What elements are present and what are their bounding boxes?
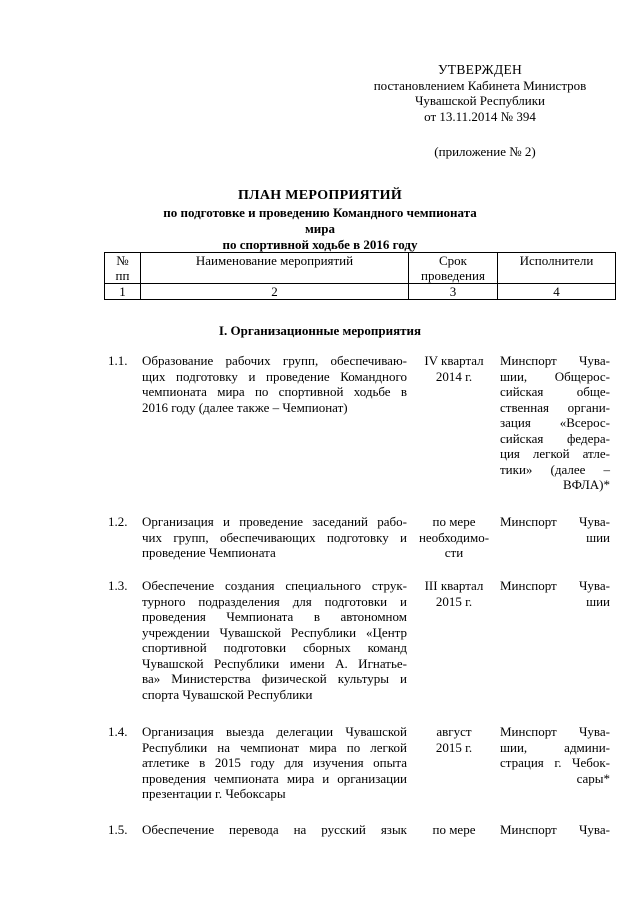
text-line: по мере: [432, 822, 476, 837]
column-number: 2: [141, 284, 409, 300]
text-line: сийская обще-: [500, 384, 610, 399]
text-line: тики» (далее –: [500, 461, 610, 477]
row-term: [412, 514, 496, 561]
text-line: проведение Чемпионата: [142, 545, 276, 560]
text-line: сийская федера-: [500, 430, 610, 446]
row-number: 1.4.: [108, 724, 128, 739]
header-cell-name: [141, 253, 409, 284]
text-line: Минспорт Чува-: [500, 578, 610, 593]
text-line: ва» Министерства физической культуры и: [142, 671, 407, 686]
text-line: необходимо-: [418, 529, 490, 545]
text-line: ственная органи-: [500, 399, 610, 415]
text-line: Чувашской Республики имени А. Игнатье-: [142, 655, 407, 671]
row-number: 1.2.: [108, 514, 128, 529]
text-line: Минспорт Чува-: [500, 724, 610, 739]
approval-block: [350, 62, 610, 124]
column-number-row: [105, 284, 616, 300]
header-text: пп: [115, 268, 130, 283]
text-line: сары*: [576, 770, 610, 786]
text-line: Обеспечение перевода на русский язык: [142, 822, 407, 837]
row-number: 1.3.: [108, 578, 128, 593]
text-line: шии, админи-: [500, 739, 610, 755]
text-line: презентации г. Чебоксары: [142, 786, 286, 801]
text-line: шии: [586, 593, 610, 609]
row-term: [412, 578, 496, 609]
header-cell-term: [409, 253, 498, 284]
appendix-note: (приложение № 2): [434, 144, 536, 159]
row-name: [142, 578, 407, 702]
text-line: 2015 г.: [435, 739, 473, 755]
text-line: Организация и проведение заседаний рабо-: [142, 514, 407, 529]
text-line: атлетике в 2015 году для изучения опыта: [142, 755, 407, 770]
title-main: ПЛАН МЕРОПРИЯТИЙ: [237, 188, 403, 203]
row-number: 1.1.: [108, 353, 128, 368]
column-number: 3: [409, 284, 498, 300]
row-name: [142, 353, 407, 415]
text-line: спортивной подготовки сборных команд: [142, 640, 407, 655]
section-title: I. Организационные мероприятия: [218, 323, 422, 338]
text-line: 2016 году (далее также – Чемпионат): [142, 399, 348, 415]
document-title: [150, 187, 490, 253]
text-line: учреждении Чувашской Республики «Центр: [142, 624, 407, 640]
approval-line: от 13.11.2014 № 394: [424, 108, 536, 124]
row-number: 1.5.: [108, 822, 128, 837]
text-line: Минспорт Чува-: [500, 822, 610, 837]
row-executors: [500, 578, 610, 609]
text-line: Республики на чемпионат мира по легкой: [142, 739, 407, 755]
approval-title: УТВЕРЖДЕН: [437, 62, 523, 77]
text-line: страция г. Чебок-: [500, 755, 610, 770]
text-line: IV квартал: [424, 353, 484, 368]
row-term: [412, 822, 496, 838]
text-line: зация «Всерос-: [500, 415, 610, 430]
text-line: III квартал: [424, 578, 484, 593]
row-executors: [500, 724, 610, 786]
text-line: Минспорт Чува-: [500, 514, 610, 529]
text-line: спорта Чувашской Республики: [142, 686, 313, 702]
header-text: Наименование мероприятий: [195, 253, 354, 268]
text-line: шии, Общерос-: [500, 368, 610, 384]
row-name: [142, 514, 407, 561]
column-number: 4: [498, 284, 616, 300]
text-line: 2014 г.: [435, 368, 473, 384]
text-line: чемпионата мира по спортивной ходьбе в: [142, 384, 407, 399]
row-term: [412, 724, 496, 755]
row-executors: [500, 514, 610, 545]
text-line: по мере: [432, 514, 476, 529]
header-text: проведения: [421, 268, 485, 283]
text-line: Образование рабочих групп, обеспечиваю-: [142, 353, 407, 368]
row-executors: [500, 353, 610, 493]
text-line: шии: [586, 529, 610, 545]
row-name: [142, 724, 407, 802]
text-line: Организация выезда делегации Чувашской: [142, 724, 407, 739]
row-name: [142, 822, 407, 838]
header-cell-executors: [498, 253, 616, 284]
text-line: турного подразделения для подготовки и: [142, 593, 407, 609]
header-cell-number: [105, 253, 141, 284]
header-text: Срок: [439, 253, 467, 268]
approval-line: постановлением Кабинета Министров: [373, 77, 587, 93]
row-term: [412, 353, 496, 384]
approval-line: Чувашской Республики: [414, 93, 546, 108]
header-text: Исполнители: [519, 253, 594, 268]
text-line: ция легкой атле-: [500, 446, 610, 461]
text-line: август: [436, 724, 472, 739]
table-header: [104, 252, 616, 300]
column-number: 1: [105, 284, 141, 300]
text-line: 2015 г.: [435, 593, 473, 609]
text-line: щих подготовку и проведение Командного: [142, 368, 407, 384]
text-line: Обеспечение создания специального струк-: [142, 578, 407, 593]
title-sub-2: по спортивной ходьбе в 2016 году: [222, 237, 418, 252]
text-line: чих групп, обеспечивающих подготовку и: [142, 529, 407, 545]
text-line: сти: [444, 545, 464, 560]
row-executors: [500, 822, 610, 838]
text-line: проведения чемпионата мира и организации: [142, 770, 407, 786]
header-text: №: [116, 253, 129, 268]
text-line: ВФЛА)*: [563, 477, 610, 492]
header-row: [105, 253, 616, 284]
text-line: проведения Чемпионата в автономном: [142, 609, 407, 624]
title-sub-1: по подготовке и проведению Командного чемпионата мира: [163, 205, 477, 236]
text-line: Минспорт Чува-: [500, 353, 610, 368]
